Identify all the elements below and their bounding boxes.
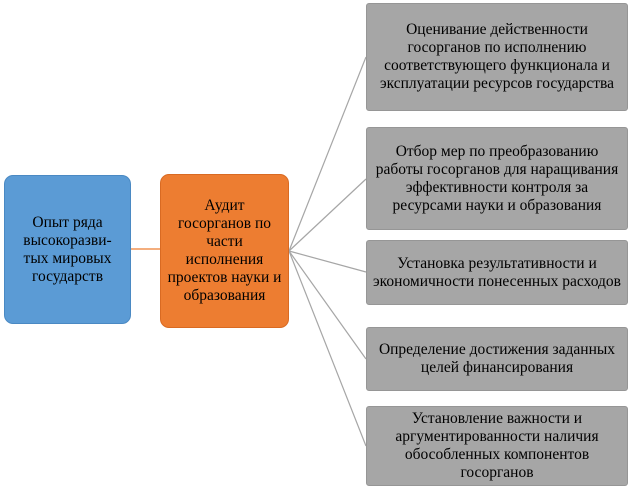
connector-center-outcome-4	[289, 251, 366, 359]
center-node-label: Аудит госорганов по части исполнения проектов науки и образования	[167, 197, 282, 304]
outcome-node-2	[366, 127, 628, 230]
connector-center-outcome-3	[289, 251, 366, 272]
source-node	[4, 175, 131, 324]
outcome-node-4	[366, 327, 628, 391]
outcome-node-5	[366, 406, 628, 486]
outcome-node-label: Определение достижения заданных целей финансирования	[378, 341, 616, 376]
outcome-node-1	[366, 3, 628, 111]
connector-center-outcome-5	[289, 251, 366, 446]
center-node	[160, 174, 289, 328]
outcome-node-label: Отбор мер по преобразованию работы госорганов для наращивания эффективности контроля за ресурсами науки и образования	[375, 142, 619, 214]
source-node-label: Опыт ряда высокоразви-тых мировых государств	[23, 213, 112, 285]
connector-center-outcome-2	[289, 179, 366, 251]
outcome-node-label: Установление важности и аргументированности наличия обособленных компонентов госорганов	[395, 410, 599, 481]
outcome-node-label: Установка результативности и экономичности понесенных расходов	[373, 254, 621, 290]
outcome-node-label: Оценивание действенности госорганов по исполнению соответствующего функционала и эксплуатации ресурсов государства	[379, 21, 615, 92]
connector-center-outcome-1	[289, 57, 366, 251]
outcome-node-3	[366, 240, 628, 305]
